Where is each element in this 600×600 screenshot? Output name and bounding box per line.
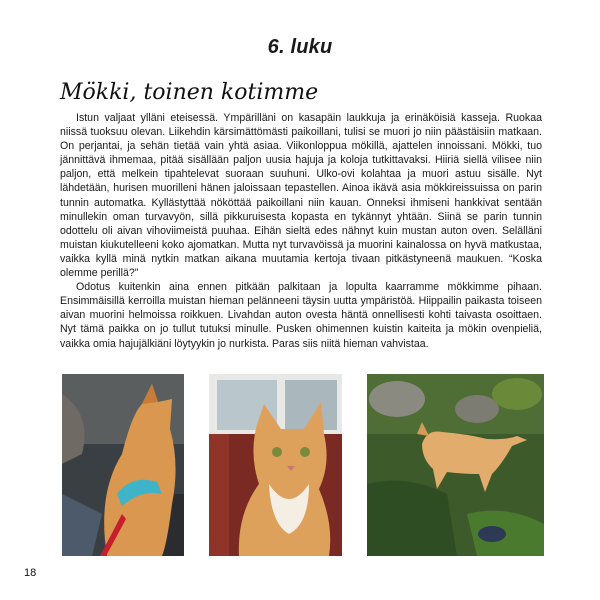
paragraph-2: Odotus kuitenkin aina ennen pitkään palkitaan ja lopulta kaarramme mökkimme pihaan. Ensimmäisillä kerroilla muistan hieman pelänneeni täysin uutta ympäristöä. Hiippailin paikasta toiseen aivan muorini helmoissa roikkuen. Livahdan auton ovesta häntä onnellisesti kohti taivasta osoittaen. Nyt tämä paikka on jo tullut tutuksi minulle. Pusken ohimennen kuistin kaiteita ja mökin ovenpieliä, vaikka omia hajujälkiäni löytyykin jo nurkista. Paras siis niitä hieman vahvistaa. bbox=[60, 281, 542, 350]
body-text bbox=[60, 111, 542, 351]
photo-cat-garden bbox=[367, 374, 544, 556]
section-title: Mökki, toinen kotimme bbox=[60, 80, 319, 105]
photo-cat-window bbox=[209, 374, 342, 556]
page-number: 18 bbox=[24, 567, 37, 579]
paragraph-1: Istun valjaat ylläni eteisessä. Ympärilläni on kasapäin laukkuja ja erinäköisiä kasseja. Ruokaa niissä tuoksuu olevan. Liikehdin kärsimättömästi paikoillani, tulisi se muori jo niin päästäisiin matkaan. On perjantai, ja sehän tietää vain yhtä asiaa. Viikonloppua mökillä, ajattelen innoissani. Mökki, tuo jännittävä ihmemaa, pitää sisällään paljon uusia hajuja ja koloja tutkittavaksi. Hiiriä siellä vilisee niin paljon, että melkein tipahtelevat suoraan suuhuni. Ulko-ovi kolahtaa ja muori astuu sisälle. Nyt lähdetään, hurisen muorilleni hänen jaloissaan tepastellen. Ainoa ikävä asia mökkireissuissa on parin tunnin automatka. Kyllästyttää nököttää paikoillani niin kauan. Onneksi ihmiseni hankkivat sentään minullekin oman turvavyön, sillä pikkuruisesta kopasta en tykännyt yhtään. Siinä se parin tunnin odottelu oli aivan vihoviimeistä puuhaa. Eihän sieltä edes nähnyt kuin mustan auton oven. Selälläni muistan kiukutelleeni koko ajomatkan. Mutta nyt turvavöissä ja muorini kainalossa on hyvä matkustaa, vaikka kyllä minä nytkin matkan aikana muutamia kertoja tivaan pitkästyneenä maukuen. “Koska olemme perillä?” bbox=[60, 112, 542, 280]
photo-cat-harness-car bbox=[62, 374, 184, 556]
chapter-heading: 6. luku bbox=[267, 36, 333, 58]
